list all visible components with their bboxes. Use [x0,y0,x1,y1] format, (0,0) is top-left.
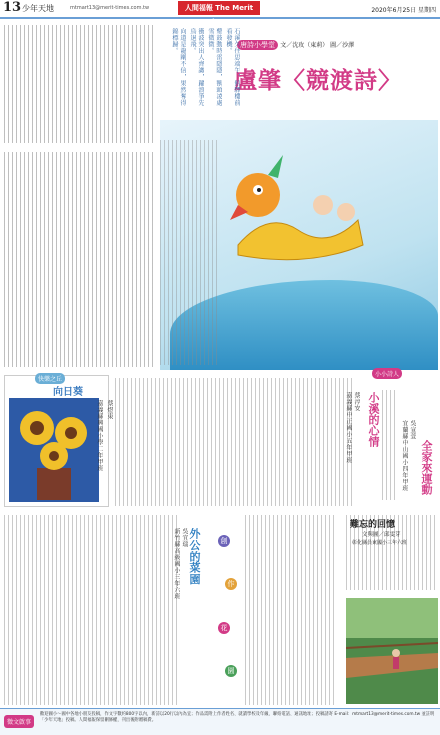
feature-title: 盧肇〈競渡詩〉 [234,67,402,94]
art-school: 嘉義縣興國小學二年甲班 [96,400,103,472]
poem-text-block [382,390,397,500]
art-author: 蔡煜東 [106,400,113,420]
section-name: 少年天地 [22,4,54,13]
flower-label: 花 [218,622,230,634]
section-email: mtmart13@merit-times.com.tw [70,5,150,11]
flower-label: 作 [225,578,237,590]
byline: 文／沈玫（東莉） 圖／沙澤 [280,42,355,49]
flower-label: 園 [225,665,237,677]
poem1-author: 蔡淳安 [353,392,360,412]
piece2-author: 文與圖／邱雯芽 [362,532,401,538]
poem-line: 衝波突出人齊譀，躍浪爭先鳥退飛。 [189,28,204,106]
bridge-photo [346,598,438,704]
sunflower-painting [9,398,99,502]
piece2-title: 難忘的回憶 [350,520,396,530]
poem1-school: 嘉義縣中正國小五年甲班 [345,392,352,464]
poem-line: 鼙鼓動時雷隱隱，獸頭凌處雪微微。 [207,28,222,106]
poem-line: 石溪久住思端午，館驛樓前看發機。 [225,28,240,106]
dragon-boat-illustration [228,150,368,270]
page-footer [0,708,440,735]
flower-label: 創 [218,535,230,547]
piece1-title: 外公的菜園 [188,528,201,585]
submission-notice: 歡迎國小～國中各地小朋友投稿，作文字數約800字以內，新詩以20行以內為宜；作品需附上作者姓名、就讀學校及年級、聯絡電話、通訊地址；投稿請寄 E-mail：mtmart13@merit-times.com.tw 並註明「少年天地」投稿。人間福報保留刪修權，刊出後附贈稿費。 [40,712,435,723]
poem-line: 向道是龍剛不信，果然奪得錦標歸。 [171,28,186,106]
feature-badge [237,40,354,50]
poem2-school: 宜蘭縣中山國小四年甲班 [401,420,408,492]
feature-poem [170,28,240,112]
article-text-block [245,515,335,705]
poem2-author: 吳宣萱 [409,420,416,440]
poem1-title: 小溪的心情 [367,392,380,447]
poem2-title: 全家來運動 [420,440,433,495]
article-text-block [4,152,154,367]
newspaper-logo: 人間福報 The Merit Times [178,1,260,15]
piece1-author: 吳宜瑞 [181,528,188,548]
piece2-school: 彰化縣員東國小三年六班 [352,540,408,546]
sunflower-title: 向日葵 [53,387,83,398]
page-number: 13 [3,0,22,15]
child-poet-badge: 小小詩人 [372,368,402,379]
sunflower-section [4,375,109,507]
page-header [0,0,440,26]
article-text-block [160,140,220,365]
article-text-block [4,25,154,143]
art-section-tag: 快樂之丘 [35,373,65,384]
article-text-block [4,515,179,705]
column-tag: 唐詩小學堂 [237,40,278,50]
poem-text-block [115,378,355,506]
issue-date: 2020年6月25日 星期四 [371,7,436,14]
piece1-school: 新竹縣高級國小三年六班 [173,528,180,600]
submission-tag: 徵文啟事 [4,715,34,728]
